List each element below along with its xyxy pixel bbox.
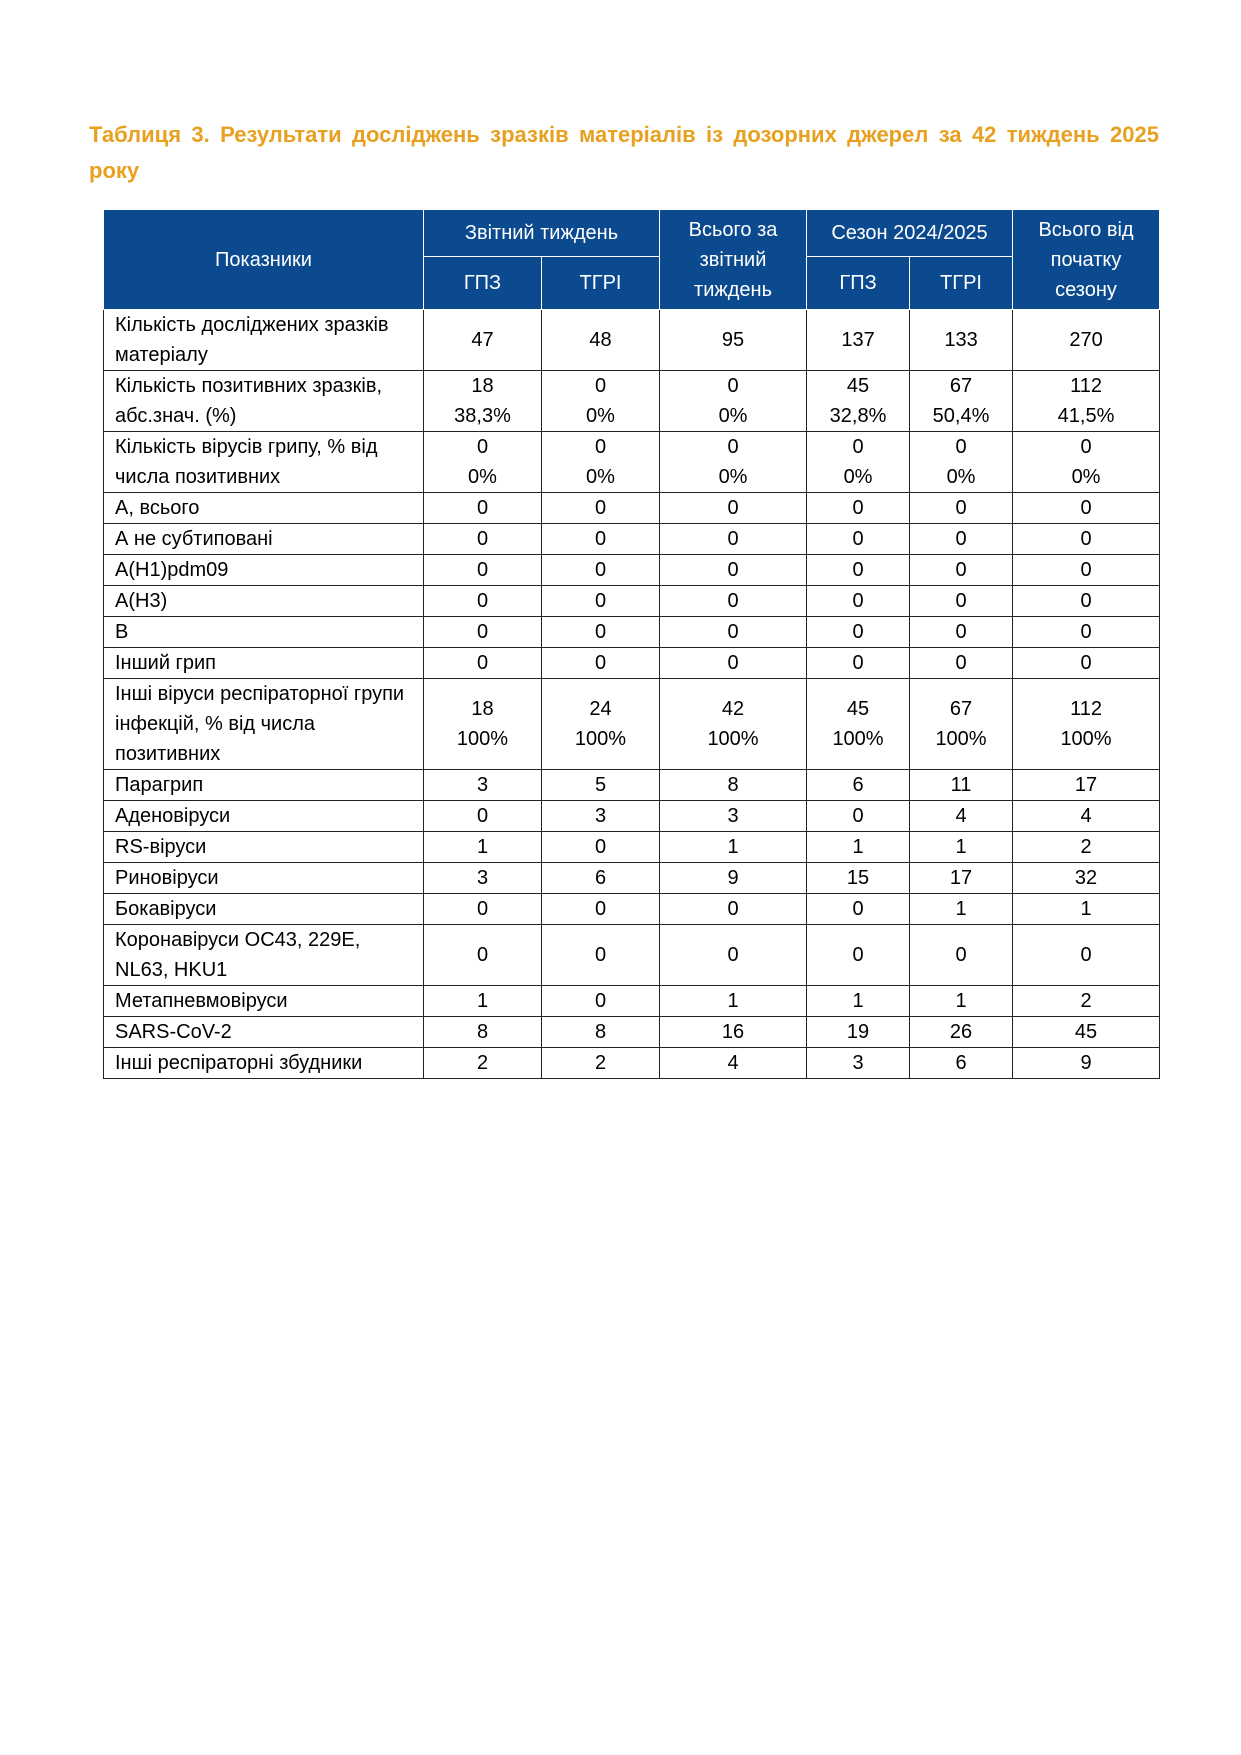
cell-value: 2: [476, 1052, 489, 1074]
table-cell: [1013, 586, 1160, 617]
cell-value: 1: [727, 836, 739, 858]
cell-percent: 100%: [832, 728, 884, 750]
table-cell: [910, 801, 1013, 832]
cell-value: 6: [852, 774, 864, 796]
table-cell: [807, 1048, 910, 1079]
table-cell: [542, 432, 660, 493]
table-row: [104, 770, 1160, 801]
table-cell: [660, 863, 807, 894]
table-cell: [660, 1048, 807, 1079]
row-label: Риновіруси: [104, 863, 424, 894]
cell-percent: 100%: [574, 728, 627, 750]
cell-value: 0: [727, 944, 739, 966]
table-cell: [660, 801, 807, 832]
cell-value: 4: [727, 1052, 739, 1074]
table-cell: [910, 1048, 1013, 1079]
table-cell: [910, 371, 1013, 432]
header-indicators: Показники: [104, 210, 424, 310]
cell-value: 26: [949, 1021, 973, 1043]
table-body: [104, 310, 1160, 1079]
cell-percent: 100%: [935, 728, 987, 750]
cell-value: 42: [721, 698, 745, 720]
table-cell: [424, 371, 542, 432]
cell-value: 137: [841, 329, 875, 351]
header-report-week: Звітний тиждень: [424, 210, 660, 257]
row-label: Інший грип: [104, 648, 424, 679]
table-cell: [807, 586, 910, 617]
cell-value: 45: [846, 698, 870, 720]
cell-value: 6: [955, 1052, 967, 1074]
row-label: А не субтиповані: [104, 524, 424, 555]
table-row: [104, 986, 1160, 1017]
row-label: А, всього: [104, 493, 424, 524]
table-row: [104, 832, 1160, 863]
cell-value: 0: [852, 805, 864, 827]
cell-value: 5: [594, 774, 607, 796]
table-cell: [660, 832, 807, 863]
table-cell: [542, 770, 660, 801]
cell-value: 3: [594, 805, 607, 827]
table-cell: [807, 617, 910, 648]
table-row: [104, 801, 1160, 832]
table-cell: [660, 1017, 807, 1048]
cell-value: 112: [1070, 375, 1102, 397]
cell-value: 0: [727, 436, 739, 458]
cell-value: 0: [476, 436, 489, 458]
table-cell: [807, 894, 910, 925]
cell-value: 1: [476, 990, 489, 1012]
cell-value: 1: [727, 990, 739, 1012]
table-cell: [542, 801, 660, 832]
table-row: [104, 432, 1160, 493]
cell-value: 0: [727, 375, 739, 397]
table-cell: [424, 617, 542, 648]
table-cell: [910, 832, 1013, 863]
table-cell: [424, 310, 542, 371]
row-label: SARS-CoV-2: [104, 1017, 424, 1048]
cell-value: 1: [955, 836, 967, 858]
header-total-season: Всього від початку сезону: [1013, 210, 1160, 310]
table-cell: [542, 863, 660, 894]
cell-value: 0: [1080, 497, 1092, 519]
table-cell: [910, 617, 1013, 648]
cell-value: 0: [594, 528, 607, 550]
table-cell: [660, 310, 807, 371]
cell-value: 0: [852, 559, 864, 581]
table-cell: [1013, 310, 1160, 371]
cell-value: 0: [727, 621, 739, 643]
table-cell: [424, 986, 542, 1017]
table-cell: [660, 925, 807, 986]
cell-value: 0: [727, 898, 739, 920]
table-row: [104, 310, 1160, 371]
cell-value: 8: [727, 774, 739, 796]
table-cell: [542, 555, 660, 586]
cell-value: 0: [594, 652, 607, 674]
cell-value: 0: [476, 528, 489, 550]
cell-value: 0: [594, 497, 607, 519]
table-cell: [660, 617, 807, 648]
table-cell: [1013, 555, 1160, 586]
table-cell: [807, 648, 910, 679]
table-cell: [807, 863, 910, 894]
table-cell: [542, 679, 660, 770]
table-cell: [542, 524, 660, 555]
table-cell: [660, 648, 807, 679]
cell-value: 17: [949, 867, 973, 889]
table-cell: [1013, 925, 1160, 986]
cell-value: 0: [476, 652, 489, 674]
cell-percent: 0%: [843, 466, 873, 488]
cell-value: 0: [955, 652, 967, 674]
table-cell: [910, 555, 1013, 586]
table-cell: [910, 586, 1013, 617]
cell-value: 0: [727, 497, 739, 519]
table-cell: [807, 925, 910, 986]
table-row: [104, 586, 1160, 617]
cell-value: 2: [1080, 990, 1092, 1012]
cell-percent: 100%: [456, 728, 509, 750]
table-cell: [542, 986, 660, 1017]
table-cell: [807, 801, 910, 832]
cell-value: 3: [727, 805, 739, 827]
row-label: Інші респіраторні збудники: [104, 1048, 424, 1079]
table-cell: [424, 925, 542, 986]
table-cell: [807, 432, 910, 493]
cell-value: 0: [594, 944, 607, 966]
table-cell: [660, 586, 807, 617]
table-cell: [542, 310, 660, 371]
table-cell: [424, 493, 542, 524]
table-cell: [1013, 863, 1160, 894]
cell-value: 0: [476, 944, 489, 966]
table-cell: [910, 1017, 1013, 1048]
row-label: Коронавіруси OC43, 229E, NL63, HKU1: [104, 925, 424, 986]
table-cell: [910, 770, 1013, 801]
row-label: Метапневмовіруси: [104, 986, 424, 1017]
cell-value: 0: [476, 497, 489, 519]
table-cell: [807, 371, 910, 432]
table-cell: [1013, 617, 1160, 648]
table-cell: [910, 493, 1013, 524]
cell-value: 0: [727, 528, 739, 550]
table-cell: [424, 586, 542, 617]
table-cell: [542, 894, 660, 925]
table-cell: [1013, 894, 1160, 925]
cell-value: 0: [476, 898, 489, 920]
cell-value: 0: [594, 621, 607, 643]
cell-value: 18: [471, 698, 494, 720]
table-cell: [807, 986, 910, 1017]
cell-percent: 0%: [586, 405, 615, 427]
table-row: [104, 1048, 1160, 1079]
table-cell: [424, 832, 542, 863]
cell-value: 0: [852, 528, 864, 550]
table-header: [104, 210, 1160, 310]
cell-percent: 0%: [718, 405, 748, 427]
cell-value: 0: [727, 652, 739, 674]
table-cell: [807, 770, 910, 801]
cell-value: 3: [852, 1052, 864, 1074]
table-cell: [424, 524, 542, 555]
cell-value: 16: [721, 1021, 745, 1043]
table-cell: [660, 894, 807, 925]
cell-value: 0: [955, 944, 967, 966]
row-label: Бокавіруси: [104, 894, 424, 925]
cell-value: 0: [727, 590, 739, 612]
cell-percent: 100%: [707, 728, 759, 750]
table-cell: [660, 679, 807, 770]
cell-value: 0: [594, 375, 607, 397]
table-cell: [542, 1017, 660, 1048]
cell-percent: 0%: [586, 466, 615, 488]
cell-percent: 32,8%: [829, 405, 887, 427]
table-row: [104, 925, 1160, 986]
table-row: [104, 648, 1160, 679]
table-cell: [424, 894, 542, 925]
table-cell: [910, 986, 1013, 1017]
cell-value: 15: [846, 867, 870, 889]
header-sub-gpz-season: ГПЗ: [807, 257, 910, 310]
table-cell: [542, 648, 660, 679]
header-total-week: Всього за звітний тиждень: [660, 210, 807, 310]
table-row: [104, 555, 1160, 586]
table-cell: [660, 371, 807, 432]
table-cell: [660, 986, 807, 1017]
row-label: Парагрип: [104, 770, 424, 801]
table-cell: [424, 863, 542, 894]
cell-value: 1: [1080, 898, 1092, 920]
cell-value: 0: [955, 590, 967, 612]
row-label: А(H1)pdm09: [104, 555, 424, 586]
cell-value: 0: [852, 621, 864, 643]
cell-value: 0: [1080, 590, 1092, 612]
table-cell: [1013, 524, 1160, 555]
table-cell: [424, 1048, 542, 1079]
table-title: Таблиця 3. Результати досліджень зразків матеріалів із дозорних джерел за 42 тиждень 2025 року: [89, 122, 1159, 183]
table-cell: [807, 493, 910, 524]
table-cell: [1013, 648, 1160, 679]
row-label: А(H3): [104, 586, 424, 617]
cell-value: 0: [1080, 944, 1092, 966]
table-cell: [542, 1048, 660, 1079]
cell-value: 9: [1080, 1052, 1092, 1074]
cell-value: 0: [594, 436, 607, 458]
cell-value: 0: [594, 590, 607, 612]
cell-value: 4: [955, 805, 967, 827]
row-label: Кількість досліджених зразків матеріалу: [104, 310, 424, 371]
cell-value: 0: [852, 652, 864, 674]
cell-value: 3: [476, 867, 489, 889]
cell-value: 0: [955, 436, 967, 458]
table-cell: [542, 617, 660, 648]
cell-value: 8: [476, 1021, 489, 1043]
cell-value: 0: [852, 944, 864, 966]
cell-value: 18: [471, 375, 494, 397]
cell-value: 1: [852, 990, 864, 1012]
table-row: [104, 493, 1160, 524]
header-sub-gpz-week: ГПЗ: [424, 257, 542, 310]
cell-value: 0: [594, 559, 607, 581]
cell-value: 4: [1080, 805, 1092, 827]
table-cell: [660, 555, 807, 586]
table-row: [104, 863, 1160, 894]
cell-value: 3: [476, 774, 489, 796]
cell-value: 0: [476, 559, 489, 581]
table-cell: [910, 432, 1013, 493]
cell-value: 0: [955, 621, 967, 643]
table-cell: [424, 1017, 542, 1048]
table-cell: [807, 832, 910, 863]
cell-value: 48: [589, 329, 612, 351]
table-cell: [1013, 986, 1160, 1017]
cell-value: 1: [955, 990, 967, 1012]
cell-value: 0: [1080, 436, 1092, 458]
cell-value: 67: [949, 698, 973, 720]
cell-value: 0: [594, 898, 607, 920]
cell-percent: 38,3%: [454, 405, 511, 427]
row-label: Аденовіруси: [104, 801, 424, 832]
table-cell: [660, 770, 807, 801]
cell-value: 0: [1080, 559, 1092, 581]
cell-value: 0: [955, 559, 967, 581]
table-cell: [1013, 432, 1160, 493]
table-cell: [542, 925, 660, 986]
cell-value: 0: [476, 590, 489, 612]
table-cell: [910, 679, 1013, 770]
header-season: Сезон 2024/2025: [807, 210, 1013, 257]
cell-value: 0: [476, 805, 489, 827]
table-cell: [542, 832, 660, 863]
cell-value: 17: [1074, 774, 1098, 796]
cell-value: 95: [721, 329, 745, 351]
table-cell: [910, 894, 1013, 925]
table-cell: [660, 493, 807, 524]
header-sub-tgri-season: ТГРІ: [910, 257, 1013, 310]
table-cell: [424, 801, 542, 832]
table-row: [104, 894, 1160, 925]
cell-percent: 0%: [718, 466, 748, 488]
cell-value: 11: [950, 774, 972, 796]
cell-value: 0: [852, 590, 864, 612]
cell-value: 112: [1070, 698, 1102, 720]
header-sub-tgri-week: ТГРІ: [542, 257, 660, 310]
table-cell: [424, 679, 542, 770]
table-cell: [1013, 679, 1160, 770]
cell-value: 8: [594, 1021, 607, 1043]
cell-value: 270: [1069, 329, 1103, 351]
table-cell: [1013, 770, 1160, 801]
table-cell: [807, 555, 910, 586]
cell-value: 0: [727, 559, 739, 581]
cell-value: 1: [852, 836, 864, 858]
table-row: [104, 371, 1160, 432]
cell-value: 1: [955, 898, 967, 920]
row-label: Кількість вірусів грипу, % від числа позитивних: [104, 432, 424, 493]
table-cell: [910, 310, 1013, 371]
table-cell: [807, 524, 910, 555]
cell-value: 0: [1080, 652, 1092, 674]
table-row: [104, 679, 1160, 770]
table-cell: [424, 555, 542, 586]
row-label: Кількість позитивних зразків, абс.знач. (%): [104, 371, 424, 432]
table-cell: [542, 586, 660, 617]
table-cell: [910, 925, 1013, 986]
table-cell: [424, 432, 542, 493]
table-cell: [542, 371, 660, 432]
cell-value: 0: [476, 621, 489, 643]
cell-value: 0: [852, 497, 864, 519]
cell-value: 47: [471, 329, 494, 351]
cell-value: 0: [1080, 528, 1092, 550]
cell-value: 19: [846, 1021, 870, 1043]
table-cell: [542, 493, 660, 524]
table-row: [104, 1017, 1160, 1048]
results-table: [103, 209, 1160, 1079]
cell-percent: 100%: [1060, 728, 1112, 750]
cell-value: 0: [594, 836, 607, 858]
cell-value: 1: [476, 836, 489, 858]
table-cell: [424, 770, 542, 801]
table-cell: [807, 679, 910, 770]
cell-percent: 41,5%: [1057, 405, 1115, 427]
cell-value: 0: [955, 528, 967, 550]
cell-value: 24: [589, 698, 612, 720]
cell-value: 67: [949, 375, 973, 397]
table-cell: [910, 524, 1013, 555]
cell-percent: 0%: [1071, 466, 1101, 488]
row-label: Інші віруси респіраторної групи інфекцій, % від числа позитивних: [104, 679, 424, 770]
table-cell: [807, 1017, 910, 1048]
cell-value: 0: [852, 898, 864, 920]
cell-value: 45: [846, 375, 870, 397]
cell-value: 0: [594, 990, 607, 1012]
cell-value: 9: [727, 867, 739, 889]
row-label: RS-віруси: [104, 832, 424, 863]
cell-value: 6: [594, 867, 607, 889]
table-cell: [1013, 371, 1160, 432]
cell-value: 32: [1074, 867, 1098, 889]
cell-value: 2: [594, 1052, 607, 1074]
cell-value: 0: [852, 436, 864, 458]
table-cell: [660, 432, 807, 493]
cell-percent: 0%: [946, 466, 976, 488]
table-cell: [1013, 832, 1160, 863]
cell-value: 0: [955, 497, 967, 519]
table-cell: [1013, 493, 1160, 524]
table-cell: [910, 648, 1013, 679]
row-label: В: [104, 617, 424, 648]
header-row-top: [104, 210, 1160, 257]
cell-value: 45: [1074, 1021, 1098, 1043]
cell-value: 0: [1080, 621, 1092, 643]
cell-value: 2: [1080, 836, 1092, 858]
table-row: [104, 617, 1160, 648]
cell-percent: 50,4%: [932, 405, 990, 427]
table-cell: [807, 310, 910, 371]
table-cell: [1013, 1048, 1160, 1079]
cell-value: 133: [944, 329, 978, 351]
table-row: [104, 524, 1160, 555]
cell-percent: 0%: [468, 466, 497, 488]
table-cell: [910, 863, 1013, 894]
table-cell: [660, 524, 807, 555]
table-cell: [1013, 1017, 1160, 1048]
table-cell: [424, 648, 542, 679]
table-cell: [1013, 801, 1160, 832]
